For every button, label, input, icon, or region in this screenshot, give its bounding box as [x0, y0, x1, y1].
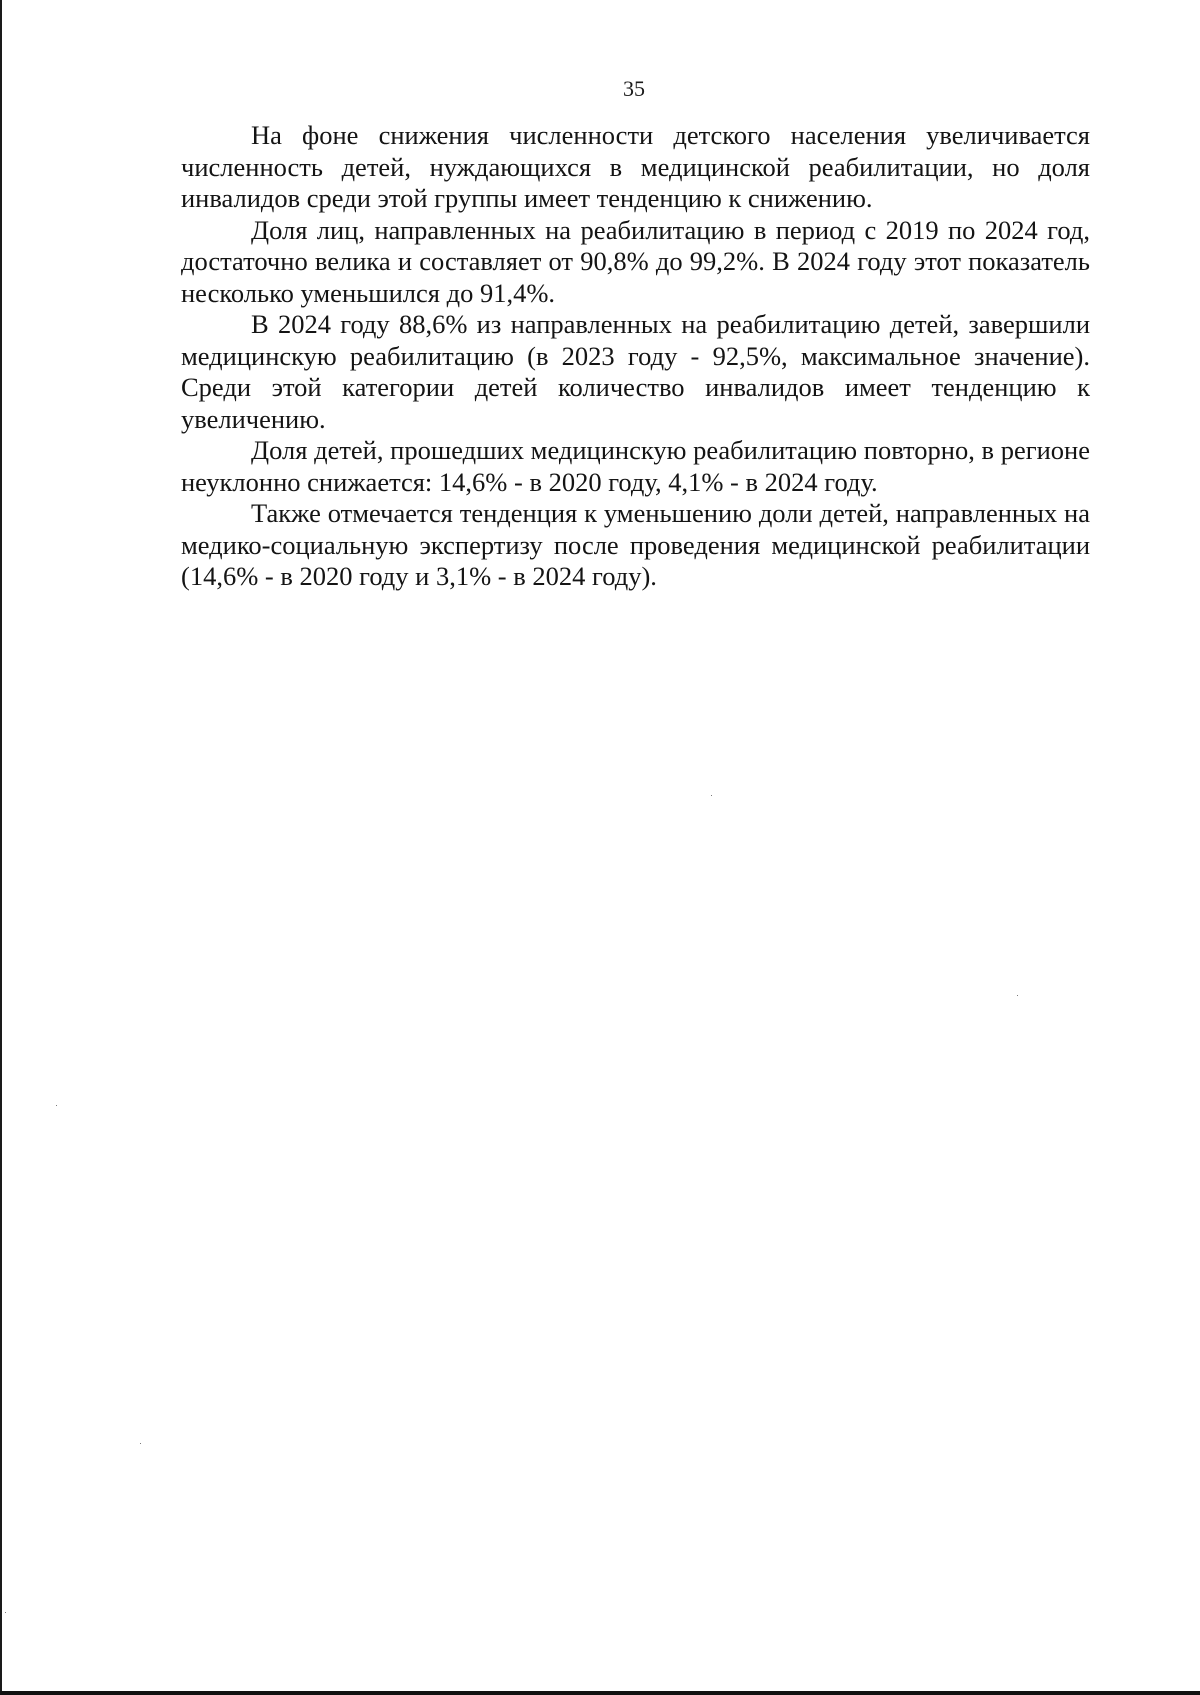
paragraph: На фоне снижения численности детского населения увеличивается численность детей, нуждающихся в медицинской реабилитации, но доля инвалидов среди этой группы имеет тенденцию к снижению. — [181, 120, 1090, 213]
scan-speck — [711, 795, 712, 796]
page-number: 35 — [623, 76, 645, 101]
scan-left-edge — [0, 0, 2, 1695]
scan-speck — [56, 1105, 57, 1106]
paragraph: Также отмечается тенденция к уменьшению доли детей, направленных на медико-социальную экспертизу после проведения медицинской реабилитации (14,6% - в 2020 году и 3,1% - в 2024 году). — [181, 498, 1090, 591]
scan-bottom-edge — [0, 1691, 1200, 1695]
paragraph: Доля детей, прошедших медицинскую реабилитацию повторно, в регионе неуклонно снижается: 14,6% - в 2020 году, 4,1% - в 2024 году. — [181, 435, 1090, 497]
scan-speck — [1017, 995, 1018, 996]
body-text — [181, 120, 1090, 593]
paragraph: В 2024 году 88,6% из направленных на реабилитацию детей, завершили медицинскую реабилитацию (в 2023 году - 92,5%, максимальное значение). Среди этой категории детей количество инвалидов имеет тенденцию к увеличению. — [181, 309, 1090, 434]
scan-speck — [5, 1612, 6, 1613]
scan-speck — [140, 1443, 141, 1444]
paragraph: Доля лиц, направленных на реабилитацию в период с 2019 по 2024 год, достаточно велика и составляет от 90,8% до 99,2%. В 2024 году этот показатель несколько уменьшился до 91,4%. — [181, 214, 1090, 308]
